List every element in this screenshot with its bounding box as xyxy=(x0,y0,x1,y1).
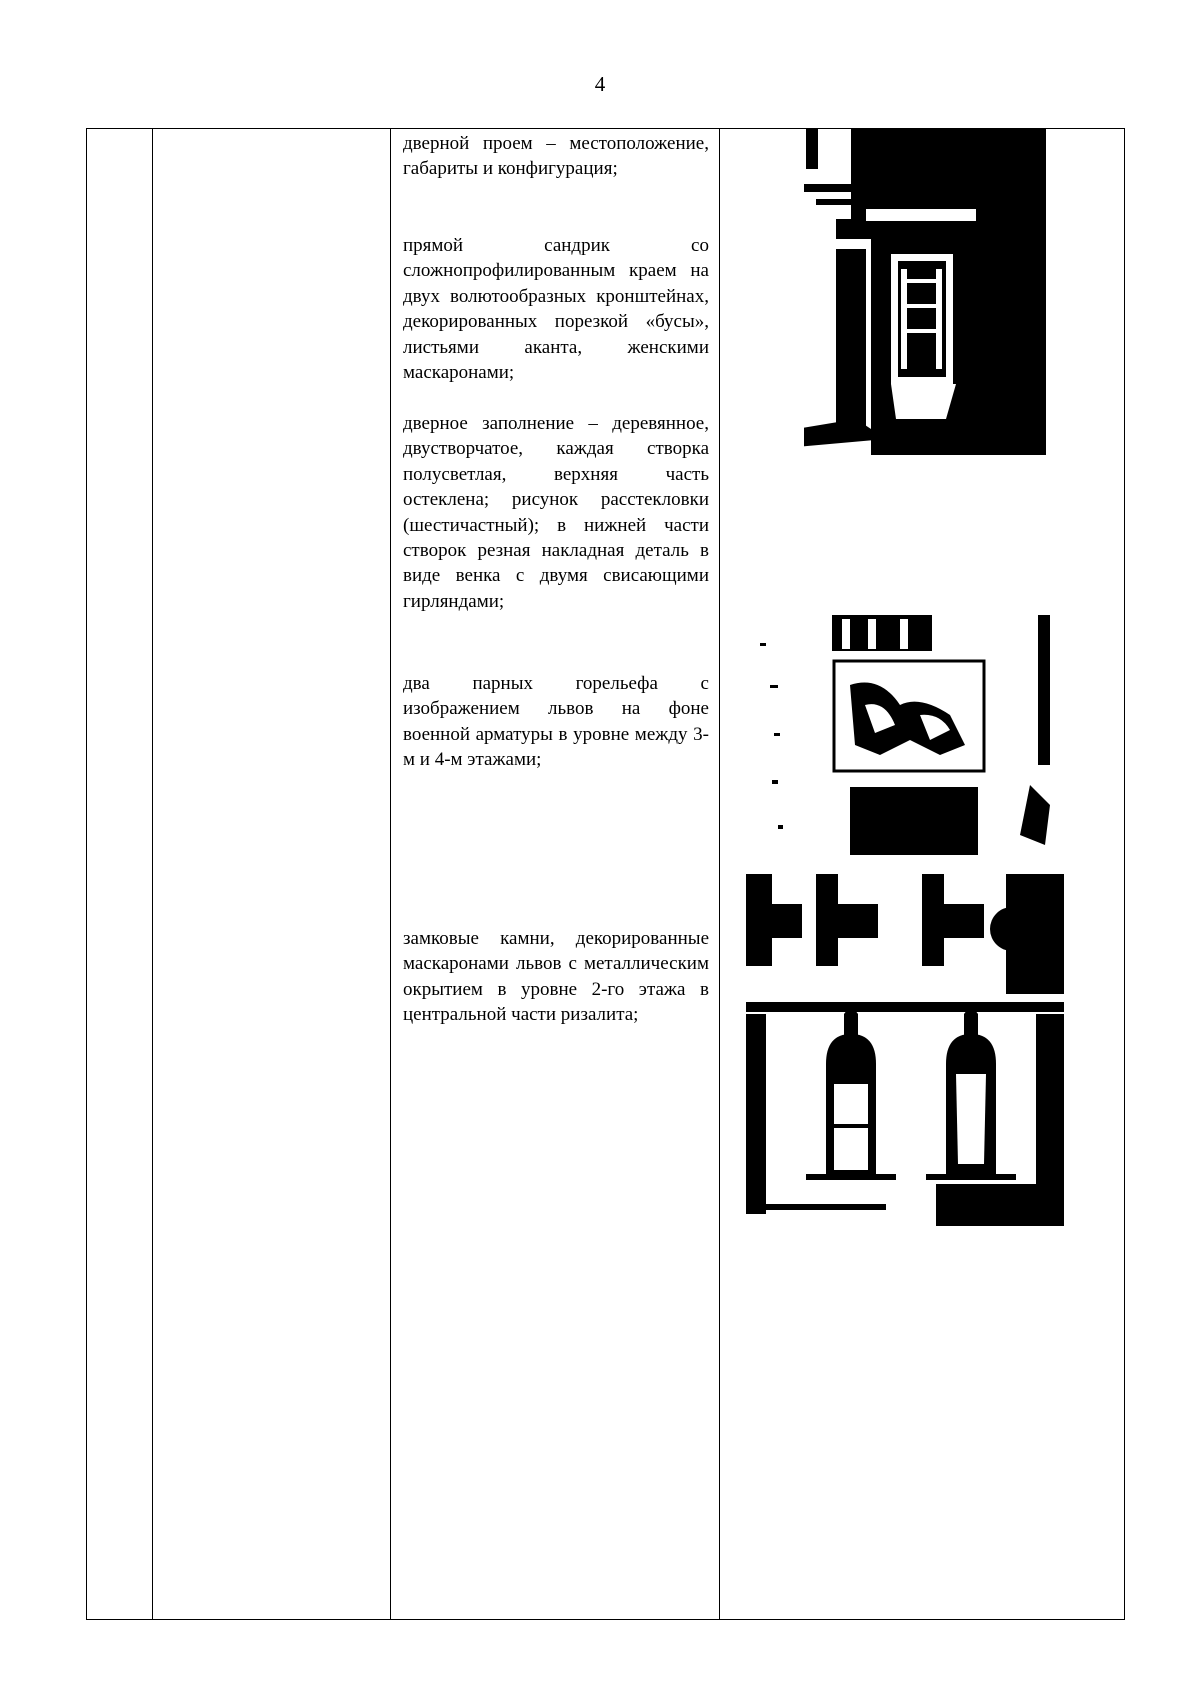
lion-high-relief-photo xyxy=(750,615,1060,861)
door-sandrik-image xyxy=(796,129,1046,455)
description-paragraph: два парных горельефа с изображением львов на фоне военной арматуры в уровне между 3-м и 4-м этажами; xyxy=(403,673,709,771)
description-paragraph: замковые камни, декорированные маскаронами львов с металлическим окрытием в уровне 2-го этажа в центральной части ризалита; xyxy=(403,928,709,1026)
page-number: 4 xyxy=(594,72,606,96)
table-row xyxy=(87,129,1125,1620)
column-number-cell xyxy=(87,129,153,1620)
description-paragraph: дверной проем – местоположение, габариты и конфигурация; xyxy=(403,133,709,180)
column-name-cell xyxy=(153,129,391,1620)
object-protection-table xyxy=(86,128,1125,1620)
description-paragraph: прямой сандрик со сложнопрофилированным краем на двух волютообразных кронштейнах, декорированных порезкой «бусы», листьями аканта, женскими маскаронами; xyxy=(403,235,709,384)
lion-relief-image xyxy=(750,615,1060,861)
door-sandrik-photo xyxy=(796,129,1046,455)
photo-cell xyxy=(720,129,1125,1620)
keystone-image xyxy=(746,874,1064,1226)
description-cell xyxy=(391,129,720,1620)
keystone-mascarons-photo xyxy=(746,874,1064,1226)
description-paragraph: дверное заполнение – деревянное, двустворчатое, каждая створка полусветлая, верхняя часть остеклена; рисунок расстекловки (шестичастный); в нижней части створок резная накладная деталь в виде венка с двумя свисающими гирляндами; xyxy=(403,413,709,612)
